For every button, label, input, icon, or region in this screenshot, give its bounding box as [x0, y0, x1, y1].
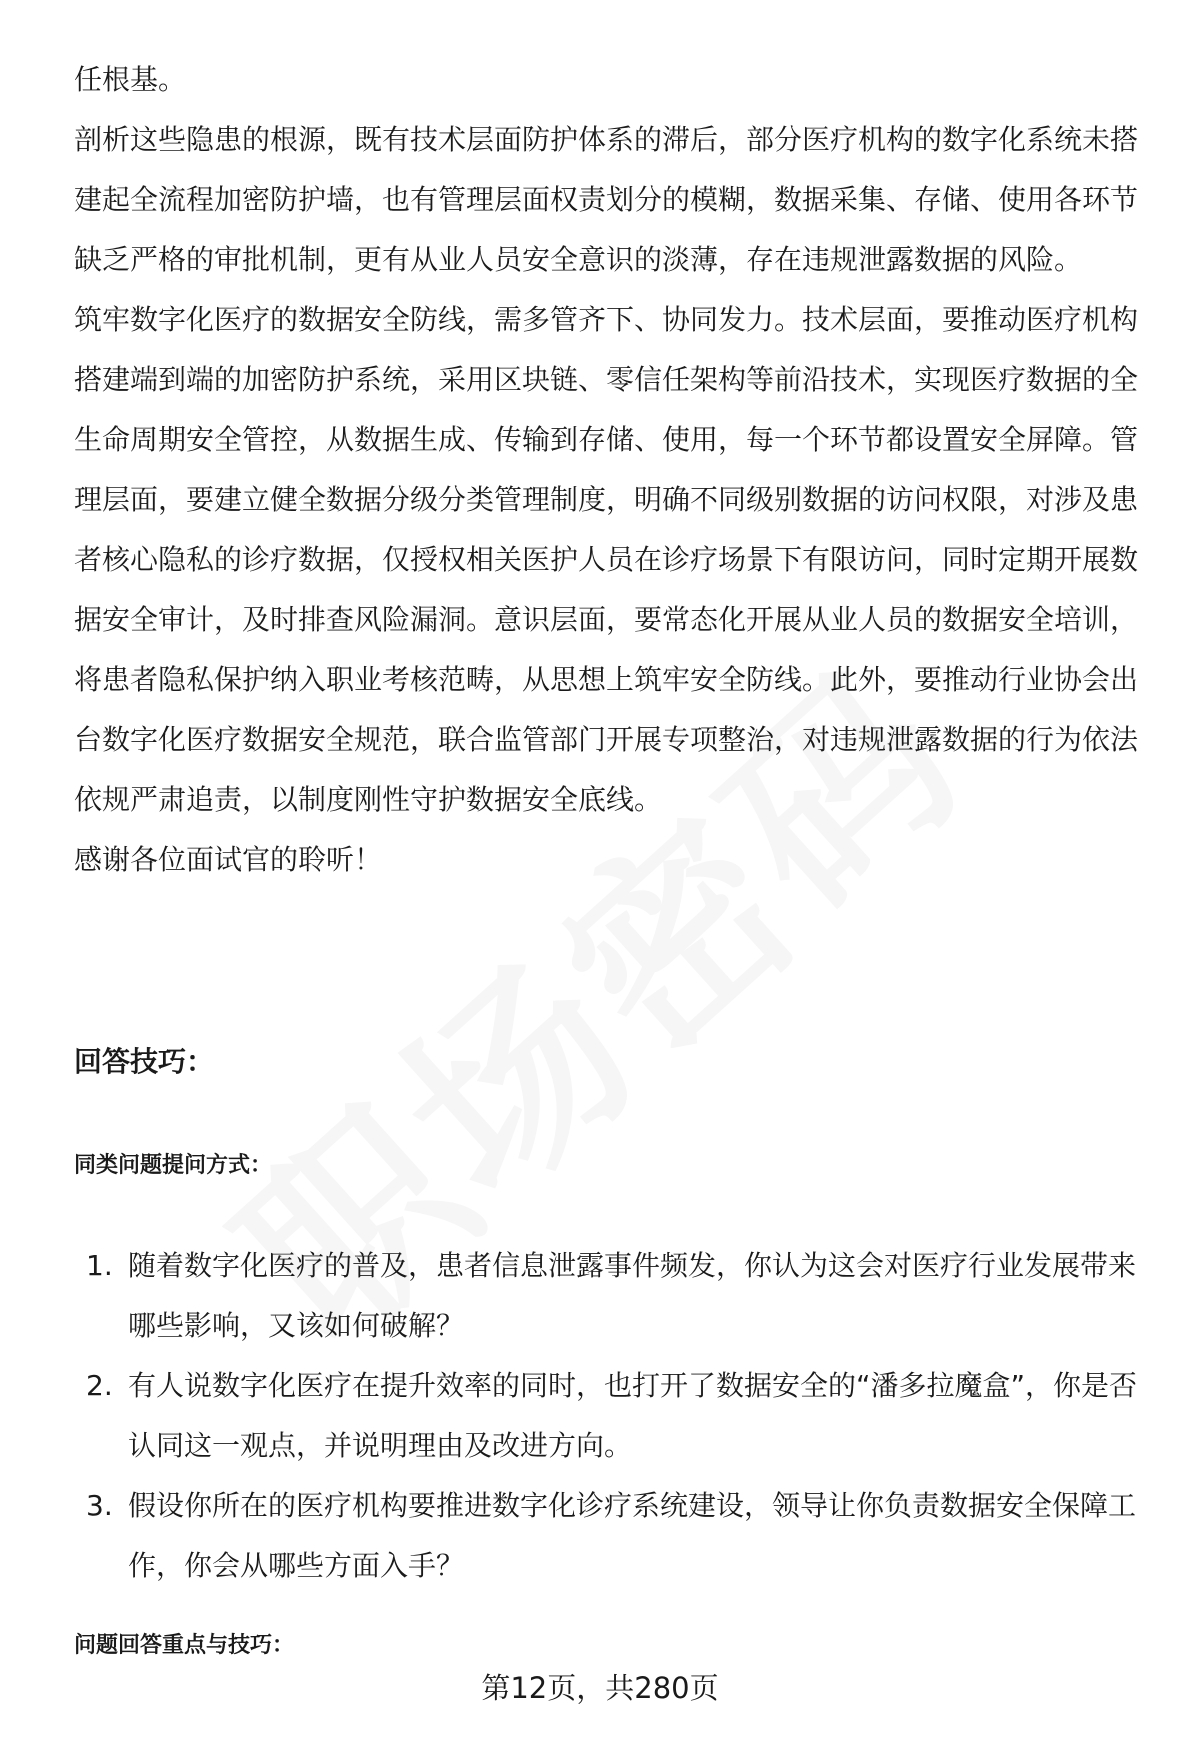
list-item [74, 1476, 1144, 1596]
list-item [74, 1356, 1144, 1476]
page-number: 第12页，共280页 [481, 1671, 719, 1705]
list-item [74, 1236, 1144, 1356]
list-number: 2. [86, 1369, 113, 1402]
similar-questions-list [74, 1236, 1144, 1596]
similar-questions-heading: 同类问题提问方式： [74, 1153, 273, 1178]
paragraph: 感谢各位面试官的聆听！ [74, 843, 383, 876]
list-number: 3. [86, 1489, 113, 1522]
paragraph: 筑牢数字化医疗的数据安全防线，需多管齐下、协同发力。技术层面，要推动医疗机构搭建端到端的加密防护系统，采用区块链、零信任架构等前沿技术，实现医疗数据的全生命周期安全管控，从数据生成、传输到存储、使用，每一个环节都设置安全屏障。管理层面，要建立健全数据分级分类管理制度，明确不同级别数据的访问权限，对涉及患者核心隐私的诊疗数据，仅授权相关医护人员在诊疗场景下有限访问，同时定期开展数据安全审计，及时排查风险漏洞。意识层面，要常态化开展从业人员的数据安全培训，将患者隐私保护纳入职业考核范畴，从思想上筑牢安全防线。此外，要推动行业协会出台数字化医疗数据安全规范，联合监管部门开展专项整治，对违规泄露数据的行为依法依规严肃追责，以制度刚性守护数据安全底线。 [74, 303, 1139, 816]
paragraph: 剖析这些隐患的根源，既有技术层面防护体系的滞后，部分医疗机构的数字化系统未搭建起全流程加密防护墙，也有管理层面权责划分的模糊，数据采集、存储、使用各环节缺乏严格的审批机制，更有从业人员安全意识的淡薄，存在违规泄露数据的风险。 [74, 123, 1139, 276]
key-points-heading: 问题回答重点与技巧： [74, 1633, 295, 1658]
section-heading: 回答技巧： [74, 1045, 215, 1078]
list-number: 1. [86, 1249, 113, 1282]
list-item-text: 随着数字化医疗的普及，患者信息泄露事件频发，你认为这会对医疗行业发展带来哪些影响，又该如何破解？ [128, 1249, 1137, 1342]
list-item-text: 有人说数字化医疗在提升效率的同时，也打开了数据安全的“潘多拉魔盒”，你是否认同这一观点，并说明理由及改进方向。 [128, 1369, 1138, 1462]
paragraph: 任根基。 [74, 63, 187, 96]
answer-body [74, 50, 1144, 890]
list-item-text: 假设你所在的医疗机构要推进数字化诊疗系统建设，领导让你负责数据安全保障工作，你会从哪些方面入手？ [128, 1489, 1137, 1582]
